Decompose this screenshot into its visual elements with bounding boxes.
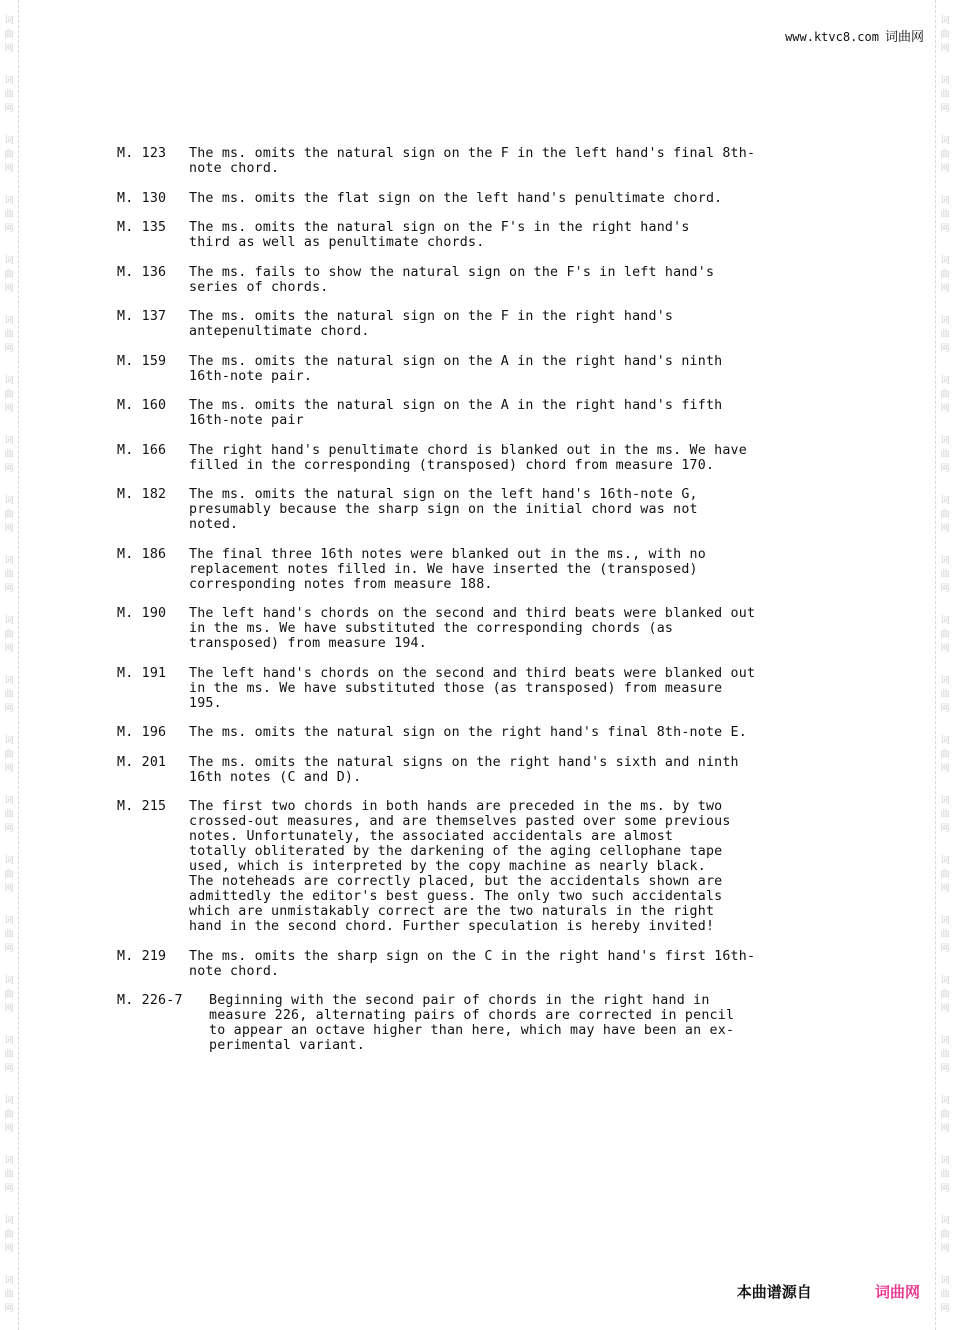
watermark-glyph: 曲 [4, 990, 14, 1000]
note-text: The first two chords in both hands are preceded in the ms. by two crossed-out measures, and are themselves pasted over some previous notes. Unfortunately, the associated accidentals are almost totally obliterated by the darkening of the aging cellophane tape used, which is interpreted by the copy machine as nearly black. The noteheads are correctly placed, but the accidentals shown are admittedly the editor's best guess. The only two such accidentals which are unmistakably correct are the two naturals in the right hand in the second chord. Further speculation is hereby invited! [189, 799, 731, 934]
watermark-glyph-group [940, 134, 949, 180]
watermark-glyph: 网 [940, 704, 950, 714]
note-text: The ms. omits the natural sign on the left hand's 16th-note G, presumably because the sharp sign on the initial chord was not noted. [189, 487, 698, 532]
watermark-glyph: 网 [940, 944, 950, 954]
watermark-glyph: 词 [4, 1036, 14, 1046]
watermark-glyph: 词 [940, 136, 950, 146]
note-text: The ms. omits the natural sign on the F's in the right hand's third as well as penultimate chords. [189, 220, 690, 250]
note-text: The ms. omits the natural signs on the right hand's sixth and ninth 16th notes (C and D). [189, 754, 739, 785]
watermark-glyph-group [940, 194, 949, 240]
watermark-glyph: 网 [940, 1064, 950, 1074]
note-entry [117, 949, 799, 979]
watermark-glyph-group [940, 554, 949, 600]
watermark-glyph: 曲 [4, 210, 14, 220]
measure-label: M. 166 [117, 442, 167, 458]
watermark-glyph: 曲 [940, 30, 950, 40]
watermark-glyph: 网 [940, 1244, 950, 1254]
note-entry [117, 547, 799, 592]
watermark-glyph: 网 [940, 404, 950, 414]
watermark-glyph: 词 [940, 16, 950, 26]
watermark-glyph: 网 [4, 944, 14, 954]
watermark-glyph-group [940, 74, 949, 120]
watermark-glyph: 词 [4, 1276, 14, 1286]
watermark-glyph: 曲 [4, 1170, 14, 1180]
site-brand: 词曲网 [884, 30, 924, 45]
watermark-glyph: 网 [4, 404, 14, 414]
watermark-glyph: 网 [4, 644, 14, 654]
watermark-glyph: 词 [4, 496, 14, 506]
note-text: The ms. omits the sharp sign on the C in the right hand's first 16th- note chord. [189, 948, 756, 979]
watermark-glyph: 曲 [4, 1290, 14, 1300]
watermark-glyph: 网 [940, 1004, 950, 1014]
watermark-glyph: 网 [4, 1064, 14, 1074]
watermark-glyph: 曲 [4, 1230, 14, 1240]
watermark-glyph: 网 [940, 284, 950, 294]
watermark-glyph-group [4, 794, 13, 840]
watermark-glyph: 词 [4, 856, 14, 866]
page-footer [737, 1281, 920, 1302]
watermark-glyph: 词 [4, 256, 14, 266]
watermark-glyph: 曲 [4, 870, 14, 880]
measure-label: M. 215 [117, 799, 167, 814]
note-text: The ms. omits the natural sign on the A in the right hand's ninth 16th-note pair. [189, 353, 723, 384]
note-text: The left hand's chords on the second and third beats were blanked out in the ms. We have substituted those (as transposed) from measure 195. [189, 665, 756, 711]
watermark-glyph: 网 [4, 284, 14, 294]
watermark-glyph: 曲 [4, 690, 14, 700]
watermark-glyph-group [940, 14, 949, 60]
note-entry [117, 487, 799, 532]
note-entry [117, 725, 799, 740]
watermark-glyph: 网 [940, 1184, 950, 1194]
watermark-glyph-group [4, 74, 13, 120]
watermark-glyph-group [940, 1214, 949, 1260]
watermark-glyph: 词 [4, 1096, 14, 1106]
watermark-glyph: 词 [4, 76, 14, 86]
watermark-glyph: 词 [4, 796, 14, 806]
watermark-glyph-group [4, 1094, 13, 1140]
watermark-glyph-group [4, 14, 13, 60]
site-url[interactable]: www.ktvc8.com [785, 30, 879, 44]
watermark-glyph: 曲 [4, 750, 14, 760]
watermark-glyph-group [940, 794, 949, 840]
watermark-glyph-group [940, 314, 949, 360]
watermark-glyph: 词 [4, 916, 14, 926]
watermark-glyph: 曲 [940, 390, 950, 400]
watermark-glyph: 词 [4, 1156, 14, 1166]
watermark-glyph: 词 [4, 16, 14, 26]
watermark-glyph: 词 [940, 496, 950, 506]
watermark-glyph-group [940, 1034, 949, 1080]
watermark-glyph: 词 [940, 1096, 950, 1106]
watermark-glyph-group [940, 434, 949, 480]
watermark-glyph: 曲 [940, 150, 950, 160]
watermark-glyph: 网 [4, 44, 14, 54]
watermark-glyph: 网 [4, 104, 14, 114]
note-entry [117, 755, 799, 785]
watermark-glyph: 网 [940, 644, 950, 654]
site-name-link[interactable]: 词曲网 [874, 1283, 920, 1301]
watermark-glyph: 曲 [940, 570, 950, 580]
watermark-glyph: 词 [4, 136, 14, 146]
watermark-glyph-group [4, 254, 13, 300]
watermark-glyph: 网 [940, 884, 950, 894]
note-text: The final three 16th notes were blanked out in the ms., with no replacement notes filled in. We have inserted the (transposed) corresponding notes from measure 188. [189, 546, 706, 592]
note-text: The ms. omits the natural sign on the A in the right hand's fifth 16th-note pair [189, 398, 723, 428]
measure-label: M. 226-7 [117, 993, 183, 1008]
watermark-glyph: 网 [4, 704, 14, 714]
watermark-glyph: 词 [4, 196, 14, 206]
watermark-glyph: 曲 [4, 1050, 14, 1060]
watermark-glyph-group [4, 194, 13, 240]
watermark-glyph: 词 [940, 796, 950, 806]
watermark-glyph: 曲 [4, 570, 14, 580]
watermark-glyph: 网 [4, 344, 14, 354]
watermark-glyph: 词 [4, 556, 14, 566]
measure-label: M. 190 [117, 606, 167, 621]
watermark-glyph: 曲 [940, 750, 950, 760]
watermark-glyph: 网 [4, 1184, 14, 1194]
watermark-glyph: 曲 [940, 450, 950, 460]
watermark-glyph: 网 [4, 464, 14, 474]
watermark-glyph-group [4, 374, 13, 420]
measure-label: M. 160 [117, 398, 167, 413]
measure-label: M. 135 [117, 220, 167, 235]
watermark-glyph-group [4, 1034, 13, 1080]
watermark-glyph: 词 [940, 856, 950, 866]
watermark-glyph: 网 [940, 584, 950, 594]
watermark-glyph-group [940, 1154, 949, 1200]
editorial-notes-list [117, 146, 799, 1068]
watermark-glyph: 曲 [4, 390, 14, 400]
watermark-glyph-group [940, 674, 949, 720]
watermark-glyph: 曲 [4, 1110, 14, 1120]
watermark-glyph-group [4, 554, 13, 600]
left-watermark-strip [0, 0, 19, 1330]
watermark-glyph: 词 [4, 1216, 14, 1226]
watermark-glyph-group [940, 914, 949, 960]
watermark-glyph: 曲 [940, 510, 950, 520]
watermark-glyph: 网 [4, 1004, 14, 1014]
watermark-glyph: 词 [4, 436, 14, 446]
watermark-glyph: 词 [940, 736, 950, 746]
watermark-glyph: 曲 [4, 630, 14, 640]
watermark-glyph: 词 [4, 676, 14, 686]
watermark-glyph: 词 [940, 196, 950, 206]
measure-label: M. 219 [117, 948, 167, 964]
note-entry [117, 993, 799, 1053]
watermark-glyph-group [4, 674, 13, 720]
watermark-glyph: 词 [940, 1216, 950, 1226]
watermark-glyph: 网 [940, 524, 950, 534]
watermark-glyph: 词 [940, 436, 950, 446]
watermark-glyph-group [940, 614, 949, 660]
watermark-glyph: 曲 [940, 1050, 950, 1060]
measure-label: M. 130 [117, 190, 167, 206]
watermark-glyph: 网 [4, 164, 14, 174]
watermark-glyph: 曲 [940, 930, 950, 940]
watermark-glyph: 曲 [940, 1110, 950, 1120]
watermark-glyph: 网 [4, 824, 14, 834]
measure-label: M. 137 [117, 309, 167, 324]
watermark-glyph: 曲 [940, 90, 950, 100]
watermark-glyph-group [4, 914, 13, 960]
watermark-glyph-group [940, 1094, 949, 1140]
watermark-glyph: 词 [4, 976, 14, 986]
watermark-glyph: 曲 [940, 1230, 950, 1240]
watermark-glyph: 网 [940, 764, 950, 774]
watermark-glyph: 曲 [940, 330, 950, 340]
right-watermark-strip [935, 0, 954, 1330]
watermark-glyph: 网 [4, 764, 14, 774]
watermark-glyph: 曲 [4, 270, 14, 280]
measure-label: M. 201 [117, 754, 167, 770]
watermark-glyph: 网 [4, 224, 14, 234]
watermark-glyph: 词 [940, 256, 950, 266]
watermark-glyph-group [940, 734, 949, 780]
watermark-glyph-group [940, 1274, 949, 1320]
watermark-glyph: 网 [4, 524, 14, 534]
watermark-glyph: 曲 [940, 1290, 950, 1300]
watermark-glyph: 网 [4, 1304, 14, 1314]
watermark-glyph: 曲 [940, 630, 950, 640]
watermark-glyph: 词 [4, 316, 14, 326]
watermark-glyph: 词 [940, 1156, 950, 1166]
watermark-glyph: 网 [940, 464, 950, 474]
watermark-glyph: 词 [4, 736, 14, 746]
watermark-glyph: 网 [940, 344, 950, 354]
measure-label: M. 196 [117, 725, 167, 740]
note-entry [117, 398, 799, 428]
watermark-glyph: 曲 [4, 510, 14, 520]
watermark-glyph-group [4, 1154, 13, 1200]
note-entry [117, 799, 799, 934]
watermark-glyph-group [4, 1274, 13, 1320]
watermark-glyph: 曲 [940, 990, 950, 1000]
watermark-glyph: 词 [940, 556, 950, 566]
note-entry [117, 666, 799, 711]
note-entry [117, 146, 799, 176]
measure-label: M. 191 [117, 665, 167, 681]
watermark-glyph: 词 [940, 316, 950, 326]
watermark-glyph: 词 [940, 676, 950, 686]
watermark-glyph: 网 [4, 584, 14, 594]
watermark-glyph-group [940, 254, 949, 300]
watermark-glyph-group [4, 494, 13, 540]
watermark-glyph: 网 [4, 1124, 14, 1134]
note-entry [117, 220, 799, 250]
measure-label: M. 123 [117, 146, 167, 161]
watermark-glyph: 网 [940, 1124, 950, 1134]
note-entry [117, 606, 799, 651]
watermark-glyph: 词 [940, 976, 950, 986]
measure-label: M. 182 [117, 487, 167, 502]
watermark-glyph: 曲 [940, 270, 950, 280]
watermark-glyph: 词 [940, 1036, 950, 1046]
watermark-glyph: 曲 [4, 930, 14, 940]
note-text: The right hand's penultimate chord is blanked out in the ms. We have filled in the corresponding (transposed) chord from measure 170. [189, 442, 747, 473]
note-text: The left hand's chords on the second and third beats were blanked out in the ms. We have substituted the corresponding chords (as transposed) from measure 194. [189, 606, 756, 651]
watermark-glyph: 词 [940, 1276, 950, 1286]
watermark-glyph: 曲 [4, 150, 14, 160]
note-text: The ms. omits the flat sign on the left hand's penultimate chord. [189, 190, 723, 206]
watermark-glyph: 网 [940, 44, 950, 54]
watermark-glyph: 曲 [4, 90, 14, 100]
watermark-glyph: 词 [940, 616, 950, 626]
watermark-glyph-group [4, 134, 13, 180]
watermark-glyph-group [4, 614, 13, 660]
measure-label: M. 159 [117, 353, 167, 369]
watermark-glyph: 网 [940, 824, 950, 834]
note-entry [117, 265, 799, 295]
watermark-glyph: 网 [940, 224, 950, 234]
source-label: 本曲谱源自 [736, 1283, 812, 1301]
watermark-glyph: 网 [4, 884, 14, 894]
watermark-glyph: 曲 [940, 210, 950, 220]
watermark-glyph: 网 [4, 1244, 14, 1254]
watermark-glyph: 曲 [940, 690, 950, 700]
measure-label: M. 136 [117, 264, 167, 280]
note-text: The ms. omits the natural sign on the right hand's final 8th-note E. [189, 725, 747, 740]
watermark-glyph: 曲 [4, 450, 14, 460]
watermark-glyph-group [4, 1214, 13, 1260]
note-entry [117, 191, 799, 206]
watermark-glyph-group [4, 734, 13, 780]
watermark-glyph-group [940, 494, 949, 540]
note-text: Beginning with the second pair of chords in the right hand in measure 226, alternating pairs of chords are corrected in pencil to appear an octave higher than here, which may have been an ex- perimental variant. [209, 993, 735, 1053]
watermark-glyph-group [4, 974, 13, 1020]
watermark-glyph: 词 [940, 916, 950, 926]
note-entry [117, 354, 799, 384]
watermark-glyph: 曲 [4, 30, 14, 40]
note-entry [117, 443, 799, 473]
watermark-glyph-group [4, 854, 13, 900]
page-header [785, 26, 924, 45]
watermark-glyph-group [940, 854, 949, 900]
note-text: The ms. omits the natural sign on the F in the left hand's final 8th- note chord. [189, 146, 756, 176]
watermark-glyph: 曲 [940, 870, 950, 880]
note-text: The ms. fails to show the natural sign on the F's in left hand's series of chords. [189, 264, 715, 295]
watermark-glyph-group [4, 434, 13, 480]
note-text: The ms. omits the natural sign on the F in the right hand's antepenultimate chord. [189, 309, 674, 339]
watermark-glyph-group [940, 974, 949, 1020]
watermark-glyph: 网 [940, 164, 950, 174]
note-entry [117, 309, 799, 339]
watermark-glyph-group [940, 374, 949, 420]
watermark-glyph: 词 [4, 616, 14, 626]
watermark-glyph: 词 [940, 76, 950, 86]
watermark-glyph: 曲 [4, 810, 14, 820]
watermark-glyph: 网 [940, 1304, 950, 1314]
watermark-glyph: 曲 [940, 810, 950, 820]
watermark-glyph: 曲 [4, 330, 14, 340]
watermark-glyph: 词 [4, 376, 14, 386]
watermark-glyph-group [4, 314, 13, 360]
watermark-glyph: 网 [940, 104, 950, 114]
measure-label: M. 186 [117, 546, 167, 562]
watermark-glyph: 词 [940, 376, 950, 386]
watermark-glyph: 曲 [940, 1170, 950, 1180]
